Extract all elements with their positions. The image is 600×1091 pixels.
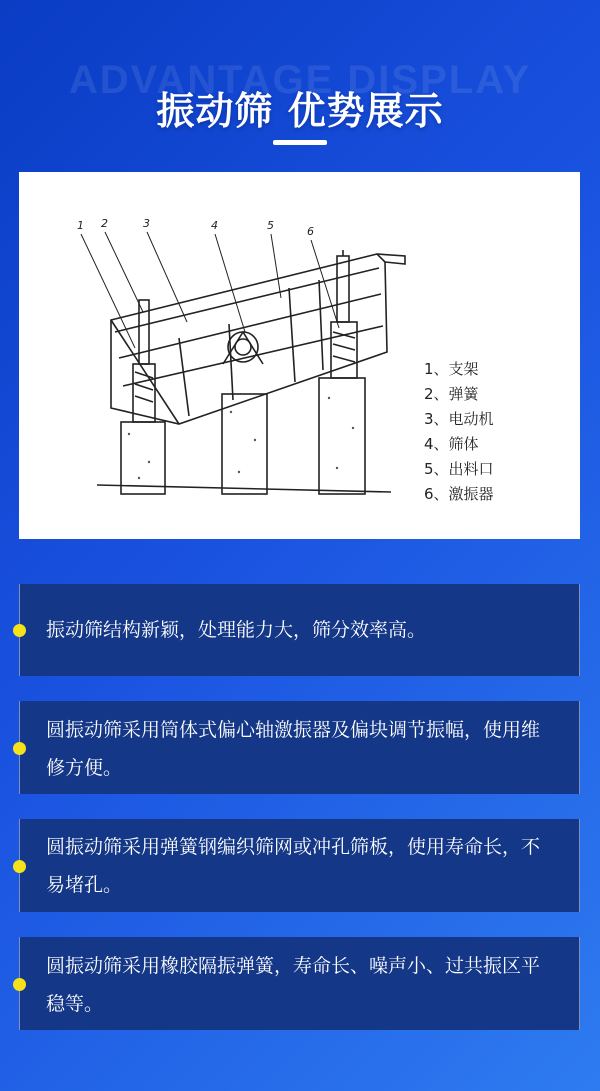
diagram-legend — [424, 357, 494, 507]
legend-item: 2、弹簧 — [424, 385, 479, 403]
callout-2: 2 — [101, 217, 108, 230]
callout-4: 4 — [211, 219, 218, 232]
base-left — [121, 422, 165, 494]
callout-5: 5 — [267, 219, 274, 232]
background-watermark-text: ADVANTAGE DISPLAY — [68, 58, 532, 102]
ground-line — [97, 485, 391, 492]
legend-item: 6、激振器 — [424, 485, 494, 503]
feature-text: 圆振动筛采用弹簧钢编织筛网或冲孔筛板，使用寿命长，不易堵孔。 — [46, 836, 541, 896]
callout-3: 3 — [143, 217, 150, 230]
base-middle — [222, 394, 267, 494]
legend-item: 1、支架 — [424, 360, 479, 378]
screen-body — [111, 254, 387, 424]
structure-diagram — [19, 172, 580, 539]
bullet-dot — [13, 978, 26, 991]
concrete-speckles — [128, 397, 354, 479]
feature-text: 振动筛结构新颖，处理能力大，筛分效率高。 — [46, 619, 427, 641]
feature-text: 圆振动筛采用筒体式偏心轴激振器及偏块调节振幅，使用维修方便。 — [46, 719, 541, 779]
feature-card-1 — [19, 584, 580, 676]
bullet-dot — [13, 624, 26, 637]
title-underline — [273, 140, 327, 145]
feature-card-4 — [19, 937, 580, 1030]
vibrating-screen-drawing — [19, 172, 580, 539]
page-title: 振动筛 优势展示 — [156, 89, 444, 133]
feature-text: 圆振动筛采用橡胶隔振弹簧，寿命长、噪声小、过共振区平稳等。 — [46, 955, 541, 1015]
feature-card-3 — [19, 819, 580, 912]
support-post-left — [139, 300, 149, 364]
bullet-dot — [13, 742, 26, 755]
legend-item: 5、出料口 — [424, 460, 494, 478]
legend-item: 4、筛体 — [424, 435, 479, 453]
base-right — [319, 378, 365, 494]
legend-item: 3、电动机 — [424, 410, 494, 428]
callout-1: 1 — [77, 219, 84, 232]
support-post-right — [337, 256, 349, 322]
bullet-dot — [13, 860, 26, 873]
callout-6: 6 — [307, 225, 314, 238]
feature-card-2 — [19, 701, 580, 794]
